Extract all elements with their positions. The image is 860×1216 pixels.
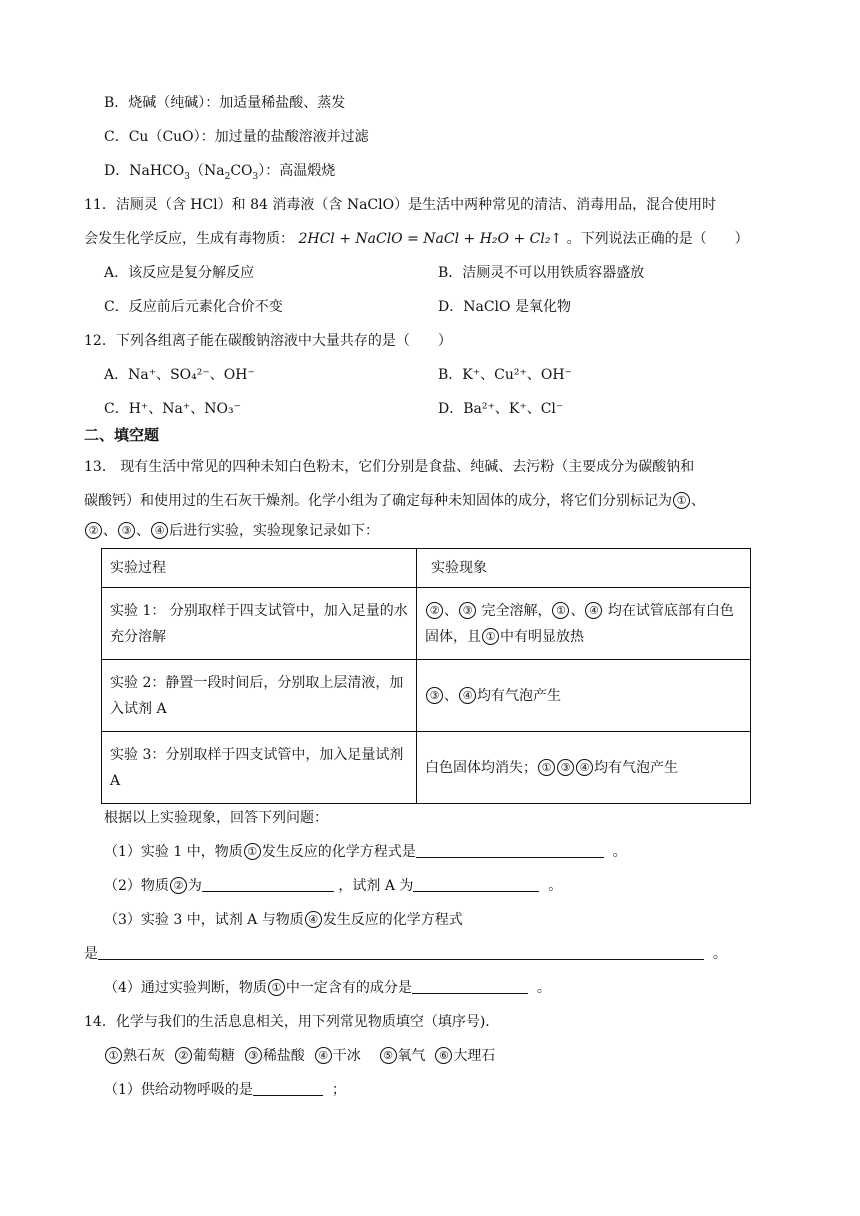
table-cell-process: 实验 1： 分别取样于四支试管中，加入足量的水充分溶解 [102,588,417,660]
option-d-prev: D．$NaHCO_3(Na_2CO_3)$：高温煅烧 [104,163,336,182]
q11-option-b: B．洁厕灵不可以用铁质容器盛放 [438,265,645,281]
experiment-table [101,548,751,804]
table-cell-observation: 白色固体均消失； ① ③ ④ 均有气泡产生 [417,732,751,804]
q12-option-b: B．K⁺、Cu²⁺、OH⁻ [438,367,572,383]
q13-stem-line1: 13． 现有生活中常见的四种未知白色粉末，它们分别是食盐、纯碱、去污粉（主要成分为碳酸钠和 [84,459,695,475]
table-cell-process: 实验 2：静置一段时间后，分别取上层清液，加入试剂 A [102,660,417,732]
table-row [102,660,751,732]
q13-intro: 根据以上实验现象，回答下列问题： [104,810,328,826]
table-row [102,588,751,660]
q14-items: ① 熟石灰 ② 葡萄糖 ③ 稀盐酸 ④ 干冰 ⑤ 氧气 ⑥ 大理石 [104,1046,495,1066]
q13-stem-line2: 碳酸钙）和使用过的生石灰干燥剂。化学小组为了确定每种未知固体的成分，将它们分别标记为 ① 、 [84,493,705,509]
q11-stem-line2: 会发生化学反应，生成有毒物质： 2HCl + NaClO = NaCl + H₂O + Cl₂↑ 。下列说法正确的是（ ） [84,231,749,247]
q13-sub2: （2）物质 ② 为 ，试剂 A 为 。 [104,878,563,894]
table-cell-process: 实验 3：分别取样于四支试管中，加入足量试剂 A [102,732,417,804]
q11-stem-line1: 11．洁厕灵（含 HCl）和 84 消毒液（含 NaClO）是生活中两种常见的清洁、消毒用品，混合使用时 [84,197,717,213]
table-header-row [102,549,751,588]
q13-sub1: （1）实验 1 中，物质 ① 发生反应的化学方程式是 。 [104,844,627,860]
answer-blank[interactable] [416,843,604,858]
q11-option-c: C．反应前后元素化合价不变 [104,299,283,315]
q12-option-a: A．Na⁺、SO₄²⁻、OH⁻ [104,367,255,383]
answer-blank[interactable] [98,945,704,960]
q13-sub3: （3）实验 3 中，试剂 A 与物质 ④ 发生反应的化学方程式 [104,912,463,928]
q12-option-c: C．H⁺、Na⁺、NO₃⁻ [104,401,242,417]
answer-blank[interactable] [412,979,528,994]
q11-option-d: D．NaClO 是氧化物 [438,299,571,315]
q11-equation: 2HCl + NaClO = NaCl + H₂O + Cl₂↑ [298,231,563,247]
table-cell-observation: ③ 、 ④ 均有气泡产生 [417,660,751,732]
q11-option-a: A．该反应是复分解反应 [104,265,255,281]
q12-stem: 12．下列各组离子能在碳酸钠溶液中大量共存的是（ ） [84,333,452,349]
q12-option-d: D．Ba²⁺、K⁺、Cl⁻ [438,401,564,417]
option-b-prev: B．烧碱（纯碱）：加适量稀盐酸、蒸发 [104,95,346,111]
option-c-prev: C．Cu（CuO）：加过量的盐酸溶液并过滤 [104,129,369,145]
table-cell-observation: ② 、 ③ 完全溶解， ① 、 ④ 均在试管底部有白色固体，且 ① 中有明显放热 [417,588,751,660]
section-heading: 二、填空题 [84,426,160,444]
q13-stem-line3: ② 、 ③ 、 ④ 后进行实验，实验现象记录如下： [84,521,379,541]
answer-blank[interactable] [413,877,539,892]
q14-sub1: （1）供给动物呼吸的是 ； [104,1082,346,1098]
circle-1: ① [673,492,690,509]
table-header-observation: 实验现象 [417,549,751,588]
table-row [102,732,751,804]
q13-sub4: （4）通过实验判断，物质 ① 中一定含有的成分是 。 [104,980,551,996]
answer-blank[interactable] [202,877,334,892]
q13-sub3-line2: 是 。 [84,946,727,962]
q14-stem: 14．化学与我们的生活息息相关，用下列常见物质填空（填序号). [84,1014,490,1030]
answer-blank[interactable] [253,1081,323,1096]
table-header-process: 实验过程 [102,549,417,588]
